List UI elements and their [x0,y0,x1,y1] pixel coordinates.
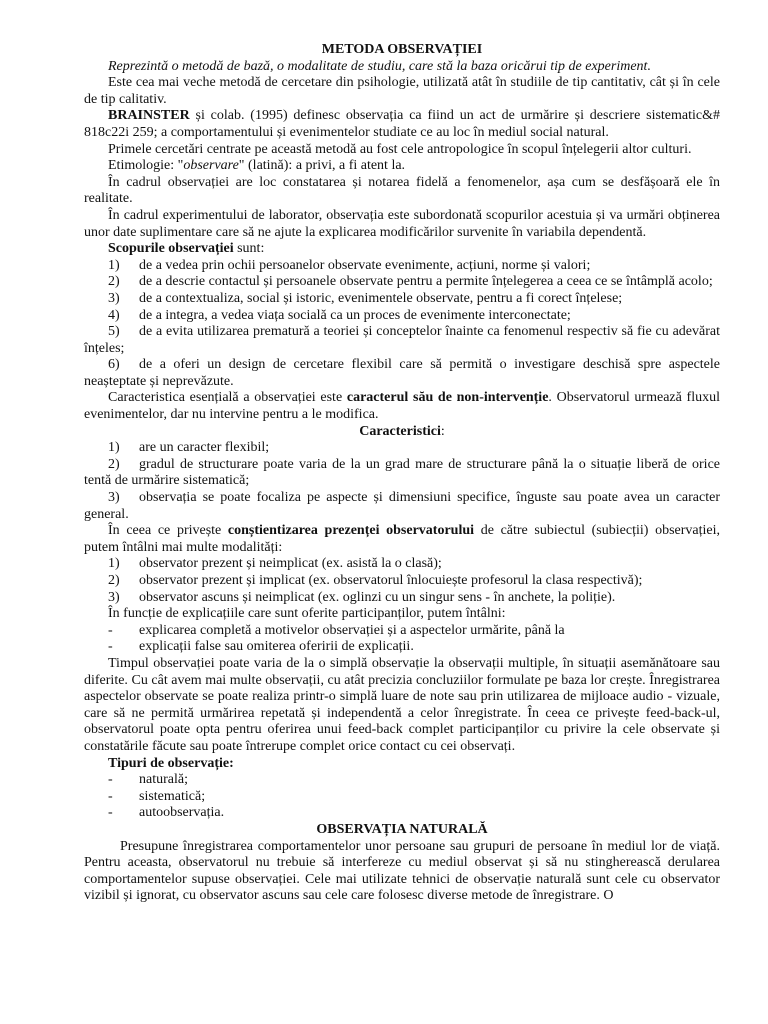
list-item-number: 3) [108,290,120,306]
list-item-bullet: - [108,772,113,788]
author-name: BRAINSTER [108,108,190,124]
list-item-number: 6) [108,357,120,373]
list-item-text: observator prezent și implicat (ex. observatorul înlocuiește profesorul la clasa respectivă); [139,573,643,588]
paragraph-etymology [84,158,720,175]
paragraph-brainster [84,108,720,141]
list-item-bullet: - [108,639,113,655]
list-item [84,457,720,490]
paragraph-oldest-method: Este cea mai veche metodă de cercetare din psihologie, utilizată atât în studiile de tip cantitativ, cât și în cele de tip calitativ. [84,75,720,107]
list-item [84,490,720,523]
list-item-text: de a evita utilizarea prematură a teoriei și conceptelor înainte ca fenomenul respectiv să fie cu adevărat înțeles; [84,324,720,356]
paragraph-observer-presence [84,523,720,556]
list-item [84,357,720,390]
tipuri-heading [84,756,720,773]
paragraph-first-research: Primele cercetări centrate pe această metodă au fost cele antropologice în scopul înțelegerii altor culturi. [108,141,692,157]
list-item-text: explicații false sau omiterea oferirii de explicații. [139,639,414,655]
list-item-number: 1) [108,257,120,273]
caracteristici-heading-colon: : [440,423,445,439]
tipuri-heading-bold: Tipuri de observație: [108,755,234,771]
etymology-term: observare [183,158,239,174]
etymology-prefix: Etimologie: " [108,158,184,174]
list-item [84,258,720,275]
list-item [84,440,720,457]
observer-presence-bold: conștientizarea prezenței observatorului [227,523,475,539]
list-item-text: observator ascuns și neimplicat (ex. oglinzi cu un singur sens - în anchete, la poliție). [139,589,616,605]
non-intervention-bold: caracterul său de non-intervenție [346,390,549,406]
paragraph-laboratory: În cadrul experimentului de laborator, observația este subordonată scopurilor acestuia și va urmări obținerea unor date suplimentare care să ne ajute la explicarea modificărilor survenite în variabila dependentă. [84,207,720,240]
etymology-suffix: " (latină): a privi, a fi atent la. [238,158,406,174]
paragraph-natural-observation: Presupune înregistrarea comportamentelor unor persoane sau grupuri de persoane în mediul lor de viață. Pentru aceasta, observatorul nu trebuie să interfereze cu mediul observat și să nu stingherească derularea comportamentelor supuse observației. Cele mai utilizate tehnici de observație naturală sunt cele cu observator vizibil și ignorat, cu observator ascuns sau cele care folosesc diverse metode de înregistrare. O [84,838,720,904]
paragraph-brainster-text: și colab. (1995) definesc observația ca fiind un act de urmărire și descriere sistematic&# 818c22i 259; a comportamentului și evenimentelor studiate ce au loc în mediul social natural. [84,108,720,140]
scopuri-heading-rest: sunt: [233,241,265,257]
paragraph-non-intervention [84,390,720,423]
observer-presence-suffix: de către subiectul (subiecții) observației, putem întâlni mai multe modalități: [84,523,720,555]
list-item-bullet: - [108,622,113,638]
tipuri-list [84,772,720,822]
intro-paragraph [84,59,720,76]
caracteristici-heading [84,424,720,441]
list-item-text: de a vedea prin ochii persoanelor observate evenimente, acțiuni, norme și valori; [139,257,591,273]
list-item-text: de a integra, a vedea viața socială ca un proces de evenimente interconectate; [139,307,571,323]
caracteristici-heading-bold: Caracteristici [359,423,441,439]
list-item-text: naturală; [139,772,188,788]
paragraph-observation-time: Timpul observației poate varia de la o simplă observație la observații multiple, în situații asemănătoare sau diferite. Cu cât avem mai multe observații, cu atât precizia concluziilor formulate pe baza lor crește. Înregistrarea aspectelor observate se poate realiza printr-o simplă luare de note sau prin utilizarea de mijloace audio - vizuale, care să ne permită urmărirea repetată și independentă a celor înregistrate. În ceea ce privește feed-back-ul, observatorul poate opta pentru oferirea unui feed-back complet participanților cu privire la cele observate și constatările făcute sau poate întrerupe complet orice contact cu cei observați. [84,655,720,754]
list-item-text: de a oferi un design de cercetare flexibil care să permită o investigare deschisă spre aspectele neașteptate și neprevăzute. [84,357,720,389]
list-item-text: sistematică; [139,788,206,804]
list-item-text: observația se poate focaliza pe aspecte și dimensiuni specifice, înguste sau poate avea un caracter general. [84,490,720,522]
list-item [84,556,720,573]
list-item-text: explicarea completă a motivelor observației și a aspectelor urmărite, până la [139,622,565,638]
list-item-number: 2) [108,573,120,588]
page-title: METODA OBSERVAȚIEI [321,42,483,57]
explicatii-list [84,623,720,656]
modalitati-list [84,556,720,606]
list-item [84,639,720,656]
list-item-number: 3) [108,589,120,605]
list-item [84,772,720,789]
caracteristici-list [84,440,720,523]
list-item [84,274,720,291]
scopuri-heading [84,241,720,258]
paragraph-observation-scope: În cadrul observației are loc constatarea și notarea fidelă a fenomenelor, așa cum se desfășoară ele în realitate. [84,174,720,207]
list-item-number: 1) [108,440,120,456]
section-title: OBSERVAȚIA NATURALĂ [316,821,488,837]
list-item-text: autoobservația. [139,805,225,821]
list-item [84,789,720,806]
list-item [84,623,720,640]
non-intervention-suffix: . Observatorul urmează fluxul evenimentelor, dar nu intervine pentru a le modifica. [84,390,720,423]
list-item-text: de a descrie contactul și persoanele observate pentru a permite înțelegerea a ceea ce se întâmplă acolo; [139,274,713,290]
list-item [84,308,720,325]
list-item-text: observator prezent și neimplicat (ex. asistă la o clasă); [139,556,442,572]
list-item-number: 2) [108,274,120,290]
list-item-number: 3) [108,490,120,506]
non-intervention-prefix: Caracteristica esențială a observației este [108,390,347,406]
list-item-number: 4) [108,307,120,323]
scopuri-heading-bold: Scopurile observației [108,241,234,257]
paragraph-explanations-intro: În funcție de explicațiile care sunt oferite participanților, putem întâlni: [108,606,506,622]
list-item [84,805,720,822]
scopuri-list [84,258,720,391]
list-item-text: gradul de structurare poate varia de la un grad mare de structurare până la o situație liberă de orice tentă de urmărire sistematică; [84,456,720,489]
list-item [84,573,720,590]
list-item-text: are un caracter flexibil; [139,440,270,456]
list-item-number: 5) [108,324,120,340]
observer-presence-prefix: În ceea ce privește [108,523,228,539]
intro-italic-text: Reprezintă o metodă de bază, o modalitate de studiu, care stă la baza oricărui tip de experiment. [108,58,651,74]
list-item [84,590,720,607]
list-item-bullet: - [108,805,113,821]
list-item-bullet: - [108,788,113,804]
list-item-number: 2) [108,456,120,472]
list-item [84,324,720,357]
list-item-number: 1) [108,556,120,572]
list-item [84,291,720,308]
list-item-text: de a contextualiza, social și istoric, evenimentele observate, pentru a fi corect înțelese; [139,290,623,306]
